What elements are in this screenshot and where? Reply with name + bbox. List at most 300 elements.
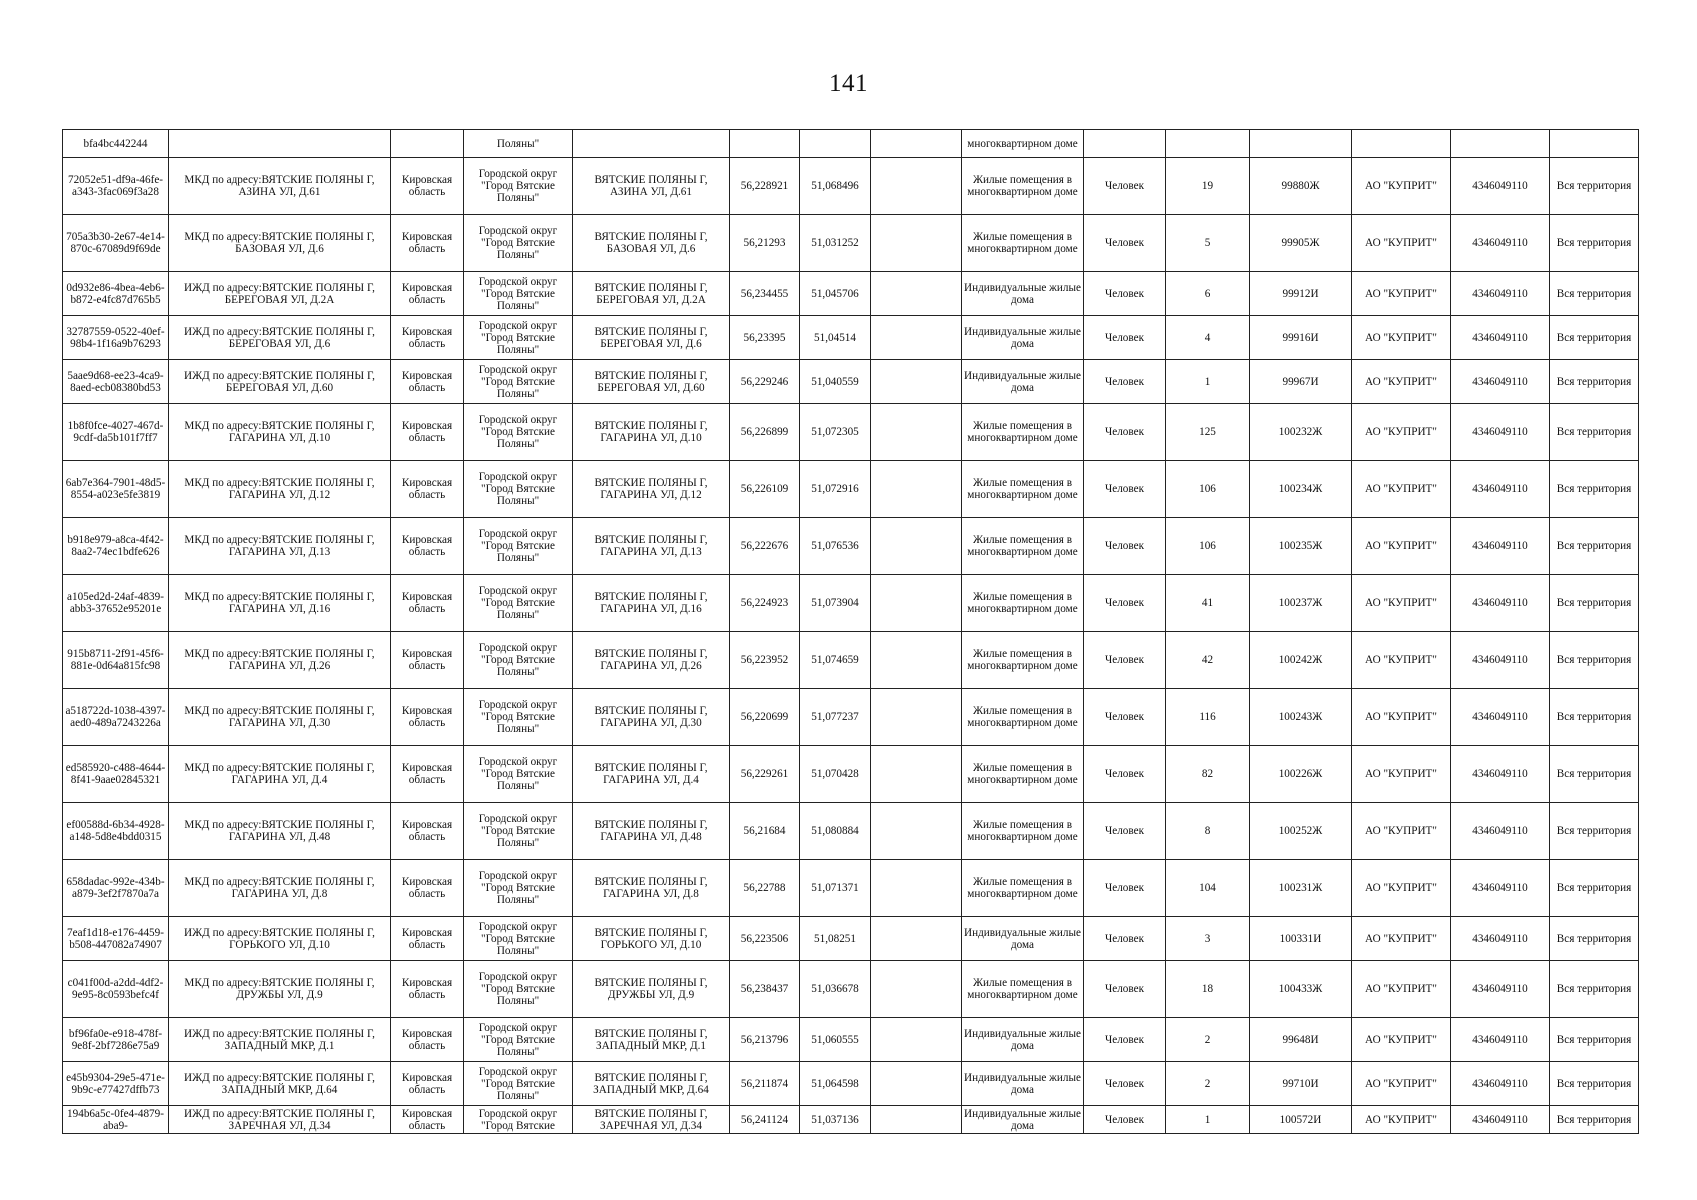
org-cell: АО "КУПРИТ" — [1352, 917, 1451, 961]
count-cell: 2 — [1166, 1062, 1250, 1106]
unit-cell: Человек — [1084, 1018, 1166, 1062]
inn-cell: 4346049110 — [1451, 404, 1550, 461]
code-cell: 100231Ж — [1250, 860, 1352, 917]
count-cell: 116 — [1166, 689, 1250, 746]
district-cell: Городской округ "Город Вятские Поляны" — [464, 360, 573, 404]
org-cell: АО "КУПРИТ" — [1352, 746, 1451, 803]
code-cell: 100235Ж — [1250, 518, 1352, 575]
address-cell — [573, 130, 730, 158]
latitude-cell: 56,229246 — [730, 360, 800, 404]
unit-cell: Человек — [1084, 575, 1166, 632]
org-cell: АО "КУПРИТ" — [1352, 360, 1451, 404]
latitude-cell: 56,220699 — [730, 689, 800, 746]
longitude-cell: 51,072305 — [800, 404, 871, 461]
code-cell: 99967И — [1250, 360, 1352, 404]
region-cell: Кировская область — [391, 632, 464, 689]
count-cell: 1 — [1166, 1106, 1250, 1134]
latitude-cell: 56,224923 — [730, 575, 800, 632]
inn-cell: 4346049110 — [1451, 360, 1550, 404]
address-cell: ВЯТСКИЕ ПОЛЯНЫ Г, ГАГАРИНА УЛ, Д.16 — [573, 575, 730, 632]
table-row — [63, 461, 1639, 518]
registry-table — [62, 129, 1639, 1134]
count-cell: 2 — [1166, 1018, 1250, 1062]
table-row — [63, 1062, 1639, 1106]
district-cell: Городской округ "Город Вятские Поляны" — [464, 518, 573, 575]
region-cell: Кировская область — [391, 803, 464, 860]
longitude-cell: 51,064598 — [800, 1062, 871, 1106]
type-cell: Индивидуальные жилые дома — [962, 272, 1084, 316]
count-cell: 6 — [1166, 272, 1250, 316]
longitude-cell: 51,068496 — [800, 158, 871, 215]
inn-cell: 4346049110 — [1451, 272, 1550, 316]
count-cell: 41 — [1166, 575, 1250, 632]
empty-cell — [871, 461, 962, 518]
org-cell: АО "КУПРИТ" — [1352, 689, 1451, 746]
object-cell: ИЖД по адресу:ВЯТСКИЕ ПОЛЯНЫ Г, БЕРЕГОВАЯ УЛ, Д.60 — [169, 360, 391, 404]
territory-cell: Вся территория — [1550, 316, 1639, 360]
empty-cell — [871, 575, 962, 632]
territory-cell: Вся территория — [1550, 917, 1639, 961]
type-cell: Индивидуальные жилые дома — [962, 360, 1084, 404]
count-cell: 8 — [1166, 803, 1250, 860]
region-cell: Кировская область — [391, 746, 464, 803]
address-cell: ВЯТСКИЕ ПОЛЯНЫ Г, ГАГАРИНА УЛ, Д.12 — [573, 461, 730, 518]
row-id-cell: b918e979-a8ca-4f42-8aa2-74ec1bdfe626 — [63, 518, 169, 575]
object-cell: МКД по адресу:ВЯТСКИЕ ПОЛЯНЫ Г, ГАГАРИНА УЛ, Д.12 — [169, 461, 391, 518]
unit-cell: Человек — [1084, 746, 1166, 803]
region-cell: Кировская область — [391, 316, 464, 360]
empty-cell — [871, 316, 962, 360]
code-cell: 99905Ж — [1250, 215, 1352, 272]
inn-cell: 4346049110 — [1451, 316, 1550, 360]
longitude-cell: 51,08251 — [800, 917, 871, 961]
empty-cell — [871, 1062, 962, 1106]
territory-cell: Вся территория — [1550, 272, 1639, 316]
region-cell: Кировская область — [391, 860, 464, 917]
object-cell: МКД по адресу:ВЯТСКИЕ ПОЛЯНЫ Г, ДРУЖБЫ УЛ, Д.9 — [169, 961, 391, 1018]
unit-cell — [1084, 130, 1166, 158]
type-cell: Жилые помещения в многоквартирном доме — [962, 404, 1084, 461]
territory-cell: Вся территория — [1550, 1062, 1639, 1106]
address-cell: ВЯТСКИЕ ПОЛЯНЫ Г, ГАГАРИНА УЛ, Д.13 — [573, 518, 730, 575]
inn-cell: 4346049110 — [1451, 215, 1550, 272]
count-cell: 4 — [1166, 316, 1250, 360]
row-id-cell: ed585920-c488-4644-8f41-9aae02845321 — [63, 746, 169, 803]
region-cell: Кировская область — [391, 1106, 464, 1134]
row-id-cell: ef00588d-6b34-4928-a148-5d8e4bdd0315 — [63, 803, 169, 860]
table-row — [63, 272, 1639, 316]
org-cell: АО "КУПРИТ" — [1352, 518, 1451, 575]
table-row-partial-top — [63, 130, 1639, 158]
org-cell: АО "КУПРИТ" — [1352, 803, 1451, 860]
org-cell: АО "КУПРИТ" — [1352, 316, 1451, 360]
type-cell: Индивидуальные жилые дома — [962, 1106, 1084, 1134]
territory-cell: Вся территория — [1550, 1106, 1639, 1134]
object-cell: МКД по адресу:ВЯТСКИЕ ПОЛЯНЫ Г, ГАГАРИНА УЛ, Д.10 — [169, 404, 391, 461]
longitude-cell: 51,073904 — [800, 575, 871, 632]
unit-cell: Человек — [1084, 518, 1166, 575]
row-id-cell: 6ab7e364-7901-48d5-8554-a023e5fe3819 — [63, 461, 169, 518]
region-cell: Кировская область — [391, 404, 464, 461]
count-cell: 42 — [1166, 632, 1250, 689]
region-cell: Кировская область — [391, 1062, 464, 1106]
latitude-cell: 56,229261 — [730, 746, 800, 803]
type-cell: Жилые помещения в многоквартирном доме — [962, 215, 1084, 272]
inn-cell: 4346049110 — [1451, 689, 1550, 746]
count-cell: 106 — [1166, 518, 1250, 575]
longitude-cell: 51,076536 — [800, 518, 871, 575]
object-cell: ИЖД по адресу:ВЯТСКИЕ ПОЛЯНЫ Г, ЗАРЕЧНАЯ УЛ, Д.34 — [169, 1106, 391, 1134]
row-id-cell: 0d932e86-4bea-4eb6-b872-e4fc87d765b5 — [63, 272, 169, 316]
district-cell: Городской округ "Город Вятские Поляны" — [464, 316, 573, 360]
district-cell: Городской округ "Город Вятские Поляны" — [464, 215, 573, 272]
region-cell — [391, 130, 464, 158]
longitude-cell: 51,072916 — [800, 461, 871, 518]
table-row — [63, 803, 1639, 860]
code-cell: 100232Ж — [1250, 404, 1352, 461]
row-id-cell: bfa4bc442244 — [63, 130, 169, 158]
territory-cell: Вся территория — [1550, 518, 1639, 575]
row-id-cell: 72052e51-df9a-46fe-a343-3fac069f3a28 — [63, 158, 169, 215]
code-cell: 100226Ж — [1250, 746, 1352, 803]
inn-cell: 4346049110 — [1451, 746, 1550, 803]
district-cell: Городской округ "Город Вятские Поляны" — [464, 860, 573, 917]
object-cell: МКД по адресу:ВЯТСКИЕ ПОЛЯНЫ Г, ГАГАРИНА УЛ, Д.13 — [169, 518, 391, 575]
table-row — [63, 860, 1639, 917]
code-cell: 100243Ж — [1250, 689, 1352, 746]
latitude-cell: 56,238437 — [730, 961, 800, 1018]
inn-cell: 4346049110 — [1451, 1106, 1550, 1134]
empty-cell — [871, 1018, 962, 1062]
code-cell: 100433Ж — [1250, 961, 1352, 1018]
org-cell: АО "КУПРИТ" — [1352, 575, 1451, 632]
empty-cell — [871, 272, 962, 316]
address-cell: ВЯТСКИЕ ПОЛЯНЫ Г, ГОРЬКОГО УЛ, Д.10 — [573, 917, 730, 961]
unit-cell: Человек — [1084, 272, 1166, 316]
address-cell: ВЯТСКИЕ ПОЛЯНЫ Г, ГАГАРИНА УЛ, Д.30 — [573, 689, 730, 746]
row-id-cell: 7eaf1d18-e176-4459-b508-447082a74907 — [63, 917, 169, 961]
empty-cell — [871, 1106, 962, 1134]
longitude-cell — [800, 130, 871, 158]
table-row — [63, 404, 1639, 461]
org-cell: АО "КУПРИТ" — [1352, 461, 1451, 518]
longitude-cell: 51,060555 — [800, 1018, 871, 1062]
inn-cell: 4346049110 — [1451, 575, 1550, 632]
address-cell: ВЯТСКИЕ ПОЛЯНЫ Г, БЕРЕГОВАЯ УЛ, Д.60 — [573, 360, 730, 404]
org-cell: АО "КУПРИТ" — [1352, 860, 1451, 917]
territory-cell: Вся территория — [1550, 360, 1639, 404]
region-cell: Кировская область — [391, 360, 464, 404]
longitude-cell: 51,070428 — [800, 746, 871, 803]
org-cell: АО "КУПРИТ" — [1352, 158, 1451, 215]
address-cell: ВЯТСКИЕ ПОЛЯНЫ Г, ЗАПАДНЫЙ МКР, Д.1 — [573, 1018, 730, 1062]
empty-cell — [871, 689, 962, 746]
type-cell: Индивидуальные жилые дома — [962, 1018, 1084, 1062]
org-cell — [1352, 130, 1451, 158]
region-cell: Кировская область — [391, 158, 464, 215]
table-row — [63, 689, 1639, 746]
inn-cell: 4346049110 — [1451, 1018, 1550, 1062]
table-row — [63, 961, 1639, 1018]
address-cell: ВЯТСКИЕ ПОЛЯНЫ Г, ГАГАРИНА УЛ, Д.8 — [573, 860, 730, 917]
empty-cell — [871, 404, 962, 461]
territory-cell: Вся территория — [1550, 632, 1639, 689]
unit-cell: Человек — [1084, 404, 1166, 461]
object-cell: МКД по адресу:ВЯТСКИЕ ПОЛЯНЫ Г, ГАГАРИНА УЛ, Д.30 — [169, 689, 391, 746]
latitude-cell — [730, 130, 800, 158]
territory-cell: Вся территория — [1550, 215, 1639, 272]
org-cell: АО "КУПРИТ" — [1352, 1062, 1451, 1106]
address-cell: ВЯТСКИЕ ПОЛЯНЫ Г, ГАГАРИНА УЛ, Д.48 — [573, 803, 730, 860]
empty-cell — [871, 158, 962, 215]
unit-cell: Человек — [1084, 803, 1166, 860]
longitude-cell: 51,031252 — [800, 215, 871, 272]
region-cell: Кировская область — [391, 461, 464, 518]
unit-cell: Человек — [1084, 689, 1166, 746]
org-cell: АО "КУПРИТ" — [1352, 632, 1451, 689]
region-cell: Кировская область — [391, 272, 464, 316]
count-cell: 104 — [1166, 860, 1250, 917]
latitude-cell: 56,222676 — [730, 518, 800, 575]
district-cell: Городской округ "Город Вятские — [464, 1106, 573, 1134]
longitude-cell: 51,077237 — [800, 689, 871, 746]
inn-cell: 4346049110 — [1451, 803, 1550, 860]
latitude-cell: 56,226899 — [730, 404, 800, 461]
unit-cell: Человек — [1084, 860, 1166, 917]
address-cell: ВЯТСКИЕ ПОЛЯНЫ Г, АЗИНА УЛ, Д.61 — [573, 158, 730, 215]
region-cell: Кировская область — [391, 575, 464, 632]
code-cell: 100252Ж — [1250, 803, 1352, 860]
object-cell: МКД по адресу:ВЯТСКИЕ ПОЛЯНЫ Г, ГАГАРИНА УЛ, Д.8 — [169, 860, 391, 917]
code-cell: 100234Ж — [1250, 461, 1352, 518]
org-cell: АО "КУПРИТ" — [1352, 1018, 1451, 1062]
longitude-cell: 51,037136 — [800, 1106, 871, 1134]
object-cell: МКД по адресу:ВЯТСКИЕ ПОЛЯНЫ Г, ГАГАРИНА УЛ, Д.4 — [169, 746, 391, 803]
table-row — [63, 1106, 1639, 1134]
unit-cell: Человек — [1084, 1106, 1166, 1134]
type-cell: многоквартирном доме — [962, 130, 1084, 158]
district-cell: Городской округ "Город Вятские Поляны" — [464, 689, 573, 746]
address-cell: ВЯТСКИЕ ПОЛЯНЫ Г, ГАГАРИНА УЛ, Д.26 — [573, 632, 730, 689]
inn-cell: 4346049110 — [1451, 518, 1550, 575]
unit-cell: Человек — [1084, 917, 1166, 961]
count-cell — [1166, 130, 1250, 158]
inn-cell: 4346049110 — [1451, 917, 1550, 961]
empty-cell — [871, 632, 962, 689]
table-row — [63, 632, 1639, 689]
empty-cell — [871, 215, 962, 272]
territory-cell: Вся территория — [1550, 404, 1639, 461]
row-id-cell: e45b9304-29e5-471e-9b9c-e77427dffb73 — [63, 1062, 169, 1106]
district-cell: Городской округ "Город Вятские Поляны" — [464, 632, 573, 689]
district-cell: Городской округ "Город Вятские Поляны" — [464, 158, 573, 215]
unit-cell: Человек — [1084, 632, 1166, 689]
inn-cell: 4346049110 — [1451, 961, 1550, 1018]
table-row — [63, 917, 1639, 961]
object-cell: ИЖД по адресу:ВЯТСКИЕ ПОЛЯНЫ Г, ГОРЬКОГО УЛ, Д.10 — [169, 917, 391, 961]
inn-cell: 4346049110 — [1451, 860, 1550, 917]
district-cell: Городской округ "Город Вятские Поляны" — [464, 461, 573, 518]
region-cell: Кировская область — [391, 215, 464, 272]
address-cell: ВЯТСКИЕ ПОЛЯНЫ Г, БАЗОВАЯ УЛ, Д.6 — [573, 215, 730, 272]
object-cell: МКД по адресу:ВЯТСКИЕ ПОЛЯНЫ Г, АЗИНА УЛ, Д.61 — [169, 158, 391, 215]
org-cell: АО "КУПРИТ" — [1352, 1106, 1451, 1134]
type-cell: Жилые помещения в многоквартирном доме — [962, 746, 1084, 803]
latitude-cell: 56,226109 — [730, 461, 800, 518]
district-cell: Поляны" — [464, 130, 573, 158]
object-cell — [169, 130, 391, 158]
latitude-cell: 56,228921 — [730, 158, 800, 215]
longitude-cell: 51,040559 — [800, 360, 871, 404]
latitude-cell: 56,21293 — [730, 215, 800, 272]
empty-cell — [871, 130, 962, 158]
empty-cell — [871, 917, 962, 961]
latitude-cell: 56,21684 — [730, 803, 800, 860]
address-cell: ВЯТСКИЕ ПОЛЯНЫ Г, ЗАПАДНЫЙ МКР, Д.64 — [573, 1062, 730, 1106]
table-row — [63, 360, 1639, 404]
address-cell: ВЯТСКИЕ ПОЛЯНЫ Г, ГАГАРИНА УЛ, Д.4 — [573, 746, 730, 803]
row-id-cell: 1b8f0fce-4027-467d-9cdf-da5b101f7ff7 — [63, 404, 169, 461]
region-cell: Кировская область — [391, 1018, 464, 1062]
object-cell: ИЖД по адресу:ВЯТСКИЕ ПОЛЯНЫ Г, ЗАПАДНЫЙ МКР, Д.1 — [169, 1018, 391, 1062]
table-row — [63, 158, 1639, 215]
table-row — [63, 575, 1639, 632]
table-row — [63, 215, 1639, 272]
row-id-cell: c041f00d-a2dd-4df2-9e95-8c0593befc4f — [63, 961, 169, 1018]
empty-cell — [871, 961, 962, 1018]
object-cell: МКД по адресу:ВЯТСКИЕ ПОЛЯНЫ Г, БАЗОВАЯ УЛ, Д.6 — [169, 215, 391, 272]
count-cell: 1 — [1166, 360, 1250, 404]
org-cell: АО "КУПРИТ" — [1352, 272, 1451, 316]
address-cell: ВЯТСКИЕ ПОЛЯНЫ Г, ДРУЖБЫ УЛ, Д.9 — [573, 961, 730, 1018]
count-cell: 18 — [1166, 961, 1250, 1018]
inn-cell — [1451, 130, 1550, 158]
latitude-cell: 56,234455 — [730, 272, 800, 316]
type-cell: Индивидуальные жилые дома — [962, 917, 1084, 961]
row-id-cell: 194b6a5c-0fe4-4879-aba9- — [63, 1106, 169, 1134]
longitude-cell: 51,036678 — [800, 961, 871, 1018]
district-cell: Городской округ "Город Вятские Поляны" — [464, 575, 573, 632]
empty-cell — [871, 746, 962, 803]
type-cell: Жилые помещения в многоквартирном доме — [962, 860, 1084, 917]
org-cell: АО "КУПРИТ" — [1352, 215, 1451, 272]
longitude-cell: 51,080884 — [800, 803, 871, 860]
latitude-cell: 56,211874 — [730, 1062, 800, 1106]
territory-cell: Вся территория — [1550, 803, 1639, 860]
district-cell: Городской округ "Город Вятские Поляны" — [464, 1062, 573, 1106]
district-cell: Городской округ "Город Вятские Поляны" — [464, 746, 573, 803]
region-cell: Кировская область — [391, 961, 464, 1018]
count-cell: 3 — [1166, 917, 1250, 961]
org-cell: АО "КУПРИТ" — [1352, 404, 1451, 461]
unit-cell: Человек — [1084, 461, 1166, 518]
empty-cell — [871, 360, 962, 404]
longitude-cell: 51,045706 — [800, 272, 871, 316]
latitude-cell: 56,22788 — [730, 860, 800, 917]
row-id-cell: 5aae9d68-ee23-4ca9-8aed-ecb08380bd53 — [63, 360, 169, 404]
type-cell: Жилые помещения в многоквартирном доме — [962, 803, 1084, 860]
row-id-cell: 658dadac-992e-434b-a879-3ef2f7870a7a — [63, 860, 169, 917]
table-row — [63, 316, 1639, 360]
code-cell — [1250, 130, 1352, 158]
latitude-cell: 56,213796 — [730, 1018, 800, 1062]
object-cell: ИЖД по адресу:ВЯТСКИЕ ПОЛЯНЫ Г, БЕРЕГОВАЯ УЛ, Д.2А — [169, 272, 391, 316]
territory-cell: Вся территория — [1550, 1018, 1639, 1062]
row-id-cell: a518722d-1038-4397-aed0-489a7243226a — [63, 689, 169, 746]
inn-cell: 4346049110 — [1451, 632, 1550, 689]
type-cell: Жилые помещения в многоквартирном доме — [962, 961, 1084, 1018]
territory-cell: Вся территория — [1550, 860, 1639, 917]
code-cell: 100572И — [1250, 1106, 1352, 1134]
type-cell: Жилые помещения в многоквартирном доме — [962, 158, 1084, 215]
inn-cell: 4346049110 — [1451, 461, 1550, 518]
territory-cell: Вся территория — [1550, 961, 1639, 1018]
table-row — [63, 746, 1639, 803]
object-cell: МКД по адресу:ВЯТСКИЕ ПОЛЯНЫ Г, ГАГАРИНА УЛ, Д.16 — [169, 575, 391, 632]
object-cell: ИЖД по адресу:ВЯТСКИЕ ПОЛЯНЫ Г, БЕРЕГОВАЯ УЛ, Д.6 — [169, 316, 391, 360]
type-cell: Индивидуальные жилые дома — [962, 316, 1084, 360]
type-cell: Жилые помещения в многоквартирном доме — [962, 518, 1084, 575]
row-id-cell: 705a3b30-2e67-4e14-870c-67089d9f69de — [63, 215, 169, 272]
table-row — [63, 518, 1639, 575]
address-cell: ВЯТСКИЕ ПОЛЯНЫ Г, БЕРЕГОВАЯ УЛ, Д.2А — [573, 272, 730, 316]
territory-cell: Вся территория — [1550, 575, 1639, 632]
row-id-cell: a105ed2d-24af-4839-abb3-37652e95201e — [63, 575, 169, 632]
type-cell: Жилые помещения в многоквартирном доме — [962, 575, 1084, 632]
count-cell: 82 — [1166, 746, 1250, 803]
district-cell: Городской округ "Город Вятские Поляны" — [464, 272, 573, 316]
count-cell: 19 — [1166, 158, 1250, 215]
code-cell: 100331И — [1250, 917, 1352, 961]
type-cell: Жилые помещения в многоквартирном доме — [962, 461, 1084, 518]
object-cell: МКД по адресу:ВЯТСКИЕ ПОЛЯНЫ Г, ГАГАРИНА УЛ, Д.26 — [169, 632, 391, 689]
longitude-cell: 51,071371 — [800, 860, 871, 917]
territory-cell: Вся территория — [1550, 461, 1639, 518]
row-id-cell: bf96fa0e-e918-478f-9e8f-2bf7286e75a9 — [63, 1018, 169, 1062]
inn-cell: 4346049110 — [1451, 1062, 1550, 1106]
type-cell: Жилые помещения в многоквартирном доме — [962, 632, 1084, 689]
code-cell: 100237Ж — [1250, 575, 1352, 632]
code-cell: 99912И — [1250, 272, 1352, 316]
territory-cell — [1550, 130, 1639, 158]
unit-cell: Человек — [1084, 316, 1166, 360]
territory-cell: Вся территория — [1550, 689, 1639, 746]
type-cell: Жилые помещения в многоквартирном доме — [962, 689, 1084, 746]
latitude-cell: 56,241124 — [730, 1106, 800, 1134]
address-cell: ВЯТСКИЕ ПОЛЯНЫ Г, ЗАРЕЧНАЯ УЛ, Д.34 — [573, 1106, 730, 1134]
longitude-cell: 51,04514 — [800, 316, 871, 360]
district-cell: Городской округ "Город Вятские Поляны" — [464, 961, 573, 1018]
count-cell: 5 — [1166, 215, 1250, 272]
empty-cell — [871, 803, 962, 860]
code-cell: 100242Ж — [1250, 632, 1352, 689]
address-cell: ВЯТСКИЕ ПОЛЯНЫ Г, БЕРЕГОВАЯ УЛ, Д.6 — [573, 316, 730, 360]
region-cell: Кировская область — [391, 689, 464, 746]
district-cell: Городской округ "Город Вятские Поляны" — [464, 404, 573, 461]
object-cell: ИЖД по адресу:ВЯТСКИЕ ПОЛЯНЫ Г, ЗАПАДНЫЙ МКР, Д.64 — [169, 1062, 391, 1106]
unit-cell: Человек — [1084, 1062, 1166, 1106]
type-cell: Индивидуальные жилые дома — [962, 1062, 1084, 1106]
empty-cell — [871, 518, 962, 575]
empty-cell — [871, 860, 962, 917]
row-id-cell: 32787559-0522-40ef-98b4-1f16a9b76293 — [63, 316, 169, 360]
code-cell: 99880Ж — [1250, 158, 1352, 215]
territory-cell: Вся территория — [1550, 746, 1639, 803]
org-cell: АО "КУПРИТ" — [1352, 961, 1451, 1018]
unit-cell: Человек — [1084, 215, 1166, 272]
latitude-cell: 56,223952 — [730, 632, 800, 689]
district-cell: Городской округ "Город Вятские Поляны" — [464, 803, 573, 860]
